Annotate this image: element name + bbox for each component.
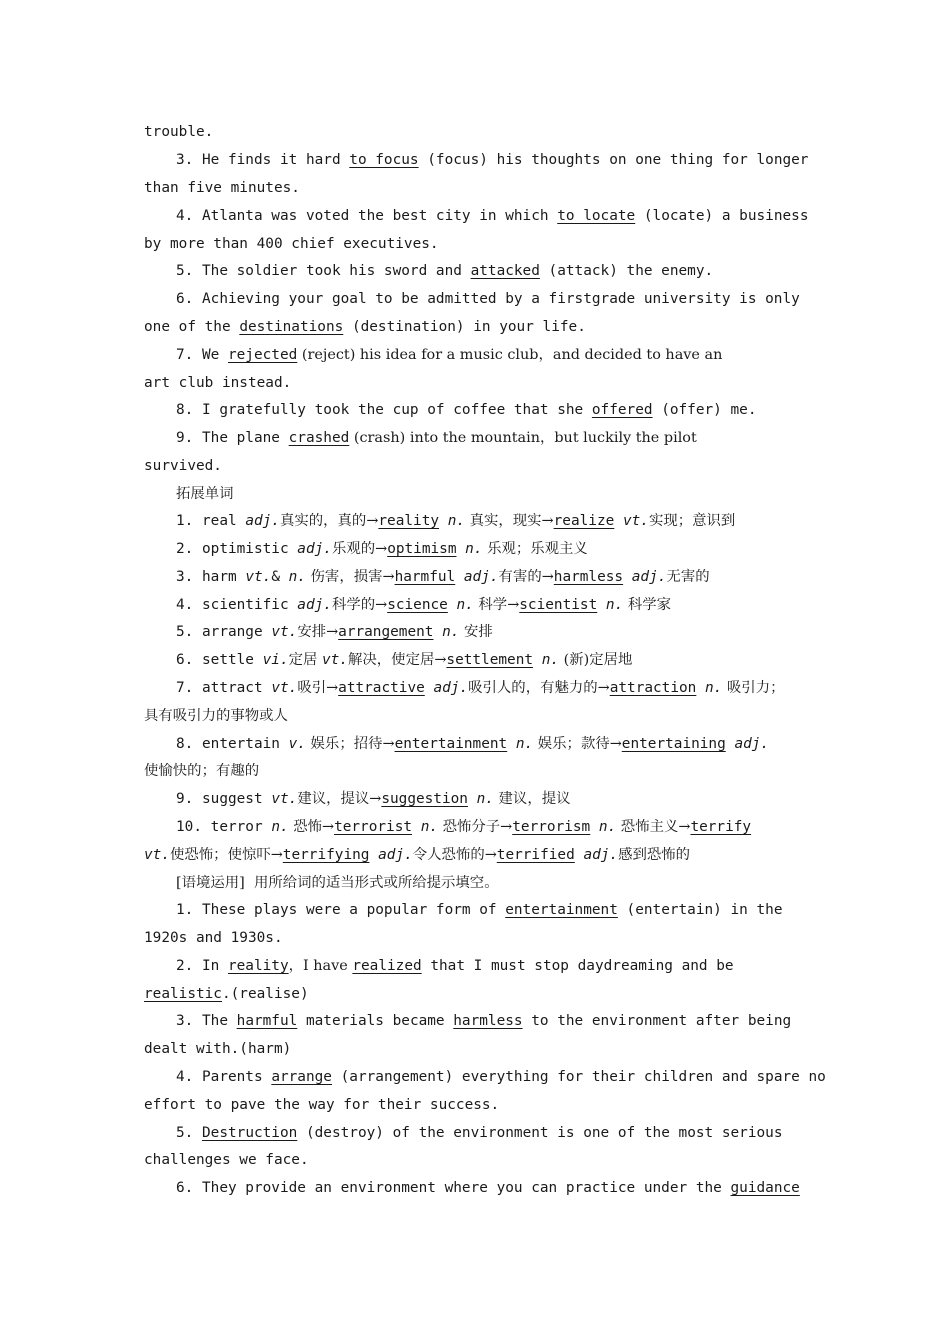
text-line <box>144 706 288 726</box>
text-segment: 吸引人的，有魅力的→ <box>468 680 610 696</box>
text-line <box>176 261 713 281</box>
text-line <box>144 761 259 781</box>
text-segment: (focus) his thoughts on one thing for longer <box>418 152 809 168</box>
text-segment: 真实，现实→ <box>465 513 554 529</box>
text-segment: [语境运用] 用所给词的适当形式或所给提示填空。 <box>176 875 499 891</box>
text-segment: 安排 <box>459 624 493 640</box>
text-segment: (arrangement) everything for their children and spare no <box>331 1069 826 1085</box>
text-line <box>176 956 734 976</box>
text-segment: 安排→ <box>297 624 339 640</box>
answer-blank: attacked <box>470 263 540 279</box>
text-line <box>176 873 499 893</box>
text-segment <box>597 597 606 613</box>
answer-blank: to focus <box>349 152 419 168</box>
text-segment: (destroy) of the environment is one of the most serious <box>297 1125 783 1141</box>
answer-blank: attraction <box>609 680 697 696</box>
text-segment: 娱乐；款待→ <box>533 736 622 752</box>
text-segment: 5. <box>176 1125 202 1141</box>
text-segment: 恐怖分子→ <box>438 819 513 835</box>
text-segment: 使恐怖；使惊吓→ <box>170 847 283 863</box>
answer-blank: entertainment <box>394 736 508 752</box>
text-segment: 使愉快的；有趣的 <box>144 763 260 779</box>
text-segment: 6. They provide an environment where you can practice under the <box>176 1180 731 1196</box>
part-of-speech: adj. <box>378 847 413 863</box>
text-line <box>176 289 800 309</box>
text-segment: 解决，使定居→ <box>348 652 447 668</box>
text-line <box>176 206 808 226</box>
part-of-speech: n. <box>605 597 624 613</box>
part-of-speech: adj. <box>297 597 332 613</box>
text-line <box>144 234 439 254</box>
text-segment <box>614 513 623 529</box>
answer-blank: reality <box>227 958 289 974</box>
text-segment: (entertain) in the <box>617 902 783 918</box>
text-line <box>176 650 632 670</box>
text-segment: 科学→ <box>473 597 520 613</box>
text-segment <box>439 513 448 529</box>
part-of-speech: n. <box>456 597 474 613</box>
text-segment: 1. real <box>176 513 246 529</box>
text-segment <box>457 541 466 557</box>
part-of-speech: n. <box>442 624 460 640</box>
answer-blank: attractive <box>338 680 425 696</box>
part-of-speech: adj. <box>297 541 332 557</box>
answer-blank: optimism <box>387 541 457 557</box>
part-of-speech: vt. <box>622 513 649 529</box>
text-segment <box>412 819 421 835</box>
text-segment <box>369 847 378 863</box>
text-line <box>176 511 735 531</box>
part-of-speech: vt. <box>245 569 272 585</box>
text-line <box>144 928 283 948</box>
answer-blank: reality <box>378 513 440 529</box>
answer-blank: arrangement <box>338 624 434 640</box>
text-segment: 1920s and 1930s. <box>144 930 283 946</box>
text-segment: (reject) his idea for a music club，and decided to have an <box>297 347 723 363</box>
text-segment: challenges we face. <box>144 1152 309 1168</box>
text-line <box>144 845 690 865</box>
answer-blank: terrorist <box>334 819 413 835</box>
text-segment: 吸引→ <box>297 680 339 696</box>
text-segment: 伤害，损害→ <box>305 569 395 585</box>
text-line <box>176 345 722 365</box>
part-of-speech: n. <box>465 541 483 557</box>
text-segment <box>433 624 442 640</box>
answer-blank: arrange <box>271 1069 332 1085</box>
text-segment: 建议，提议→ <box>297 791 382 807</box>
answer-blank: settlement <box>446 652 534 668</box>
text-segment: 5. arrange <box>176 624 272 640</box>
answer-blank: suggestion <box>381 791 468 807</box>
text-segment <box>455 569 464 585</box>
text-segment: art club instead. <box>144 375 292 391</box>
answer-blank: terrified <box>496 847 575 863</box>
part-of-speech: vt. <box>271 791 298 807</box>
text-segment: 娱乐；招待→ <box>305 736 395 752</box>
text-segment: 乐观；乐观主义 <box>482 541 588 557</box>
text-segment: 实现；意识到 <box>648 513 736 529</box>
text-segment: 10. terror <box>176 819 272 835</box>
text-segment: 恐怖主义→ <box>616 819 691 835</box>
text-segment <box>448 597 457 613</box>
text-segment: 7. attract <box>176 680 272 696</box>
text-segment: dealt with.(harm) <box>144 1041 292 1057</box>
part-of-speech: n. <box>598 819 617 835</box>
text-segment: 拓展单词 <box>176 486 234 502</box>
answer-blank: guidance <box>730 1180 800 1196</box>
part-of-speech: n. <box>705 680 723 696</box>
part-of-speech: vt. <box>144 847 170 863</box>
part-of-speech: adj. <box>245 513 280 529</box>
answer-blank: rejected <box>227 347 298 363</box>
text-line <box>144 1095 499 1115</box>
text-segment: 4. Atlanta was voted the best city in which <box>176 208 558 224</box>
text-segment: 9. suggest <box>176 791 272 807</box>
text-segment: 6. Achieving your goal to be admitted by a firstgrade university is only <box>176 291 800 307</box>
text-line <box>176 595 671 615</box>
text-line <box>176 1178 800 1198</box>
text-segment: 2. In <box>176 958 228 974</box>
text-segment <box>507 736 516 752</box>
text-segment: 乐观的→ <box>331 541 388 557</box>
text-segment: 真实的，真的→ <box>279 513 379 529</box>
answer-blank: crashed <box>288 430 350 446</box>
part-of-speech: adj. <box>463 569 499 585</box>
text-segment: that I must stop daydreaming and be <box>421 958 734 974</box>
part-of-speech: adj. <box>734 736 770 752</box>
text-line <box>176 1123 783 1143</box>
text-segment: (crash) into the mountain，but luckily the pilot <box>349 430 697 446</box>
text-line <box>144 984 309 1004</box>
text-segment: 定居 <box>288 652 322 668</box>
text-segment: (新)定居地 <box>559 652 633 668</box>
text-segment: 建议，提议 <box>493 791 571 807</box>
text-line <box>144 1039 291 1059</box>
text-line <box>144 178 300 198</box>
answer-blank: harmless <box>553 569 624 585</box>
text-segment: 7. We <box>176 347 228 363</box>
text-segment: 5. The soldier took his sword and <box>176 263 471 279</box>
answer-blank: to locate <box>557 208 636 224</box>
text-segment: 3. harm <box>176 569 246 585</box>
answer-blank: entertaining <box>621 736 726 752</box>
text-segment: one of the <box>144 319 240 335</box>
text-line <box>176 567 710 587</box>
text-segment <box>533 652 542 668</box>
text-line <box>144 317 586 337</box>
text-segment: 4. scientific <box>176 597 298 613</box>
text-line <box>176 400 757 420</box>
text-segment: 无害的 <box>666 569 710 585</box>
text-segment: (locate) a business <box>635 208 809 224</box>
answer-blank: realize <box>553 513 615 529</box>
text-segment: 1. These plays were a popular form of <box>176 902 506 918</box>
part-of-speech: vi. <box>262 652 289 668</box>
answer-blank: terrify <box>690 819 752 835</box>
text-segment: 令人恐怖的→ <box>412 847 497 863</box>
part-of-speech: n. <box>447 513 466 529</box>
text-line <box>176 678 784 698</box>
answer-blank: terrifying <box>282 847 370 863</box>
part-of-speech: vt. <box>271 624 298 640</box>
text-segment: 4. Parents <box>176 1069 272 1085</box>
part-of-speech: vt. <box>322 652 348 668</box>
answer-blank: terrorism <box>512 819 591 835</box>
text-segment: by more than 400 chief executives. <box>144 236 439 252</box>
text-line <box>144 1150 309 1170</box>
text-segment: .(realise) <box>221 986 309 1002</box>
answer-blank: harmful <box>394 569 456 585</box>
answer-blank: science <box>387 597 448 613</box>
text-segment: 感到恐怖的 <box>618 847 691 863</box>
text-segment: materials became <box>297 1013 454 1029</box>
text-line <box>176 622 493 642</box>
text-segment: (attack) the enemy. <box>539 263 714 279</box>
part-of-speech: adj. <box>631 569 667 585</box>
text-segment: 8. entertain <box>176 736 289 752</box>
text-line <box>144 456 222 476</box>
text-segment: 有害的→ <box>498 569 554 585</box>
text-segment: 恐怖→ <box>288 819 335 835</box>
text-segment <box>590 819 599 835</box>
text-segment: 2. optimistic <box>176 541 298 557</box>
text-line <box>176 428 697 448</box>
text-line <box>176 1067 826 1087</box>
text-segment: 8. I gratefully took the cup of coffee that she <box>176 402 592 418</box>
answer-blank: offered <box>591 402 653 418</box>
answer-blank: realistic <box>144 986 222 1002</box>
text-line <box>176 734 769 754</box>
text-segment: (offer) me. <box>652 402 757 418</box>
text-segment: ，I have <box>288 958 353 974</box>
text-line <box>176 817 751 837</box>
text-line <box>144 373 291 393</box>
text-segment: trouble. <box>144 124 214 140</box>
text-segment: 具有吸引力的事物或人 <box>144 708 288 724</box>
answer-blank: Destruction <box>202 1125 298 1141</box>
text-segment <box>468 791 477 807</box>
text-line <box>176 1011 791 1031</box>
text-segment <box>623 569 632 585</box>
text-segment: 吸引力； <box>722 680 785 696</box>
part-of-speech: n. <box>515 736 534 752</box>
text-segment: survived. <box>144 458 222 474</box>
part-of-speech: n. <box>288 569 306 585</box>
text-line <box>176 789 571 809</box>
text-line <box>176 484 234 504</box>
text-segment: to the environment after being <box>522 1013 792 1029</box>
text-segment: 9. The plane <box>176 430 289 446</box>
text-segment: 3. The <box>176 1013 237 1029</box>
text-segment: 科学的→ <box>331 597 388 613</box>
answer-blank: entertainment <box>505 902 618 918</box>
part-of-speech: v. <box>288 736 306 752</box>
part-of-speech: adj. <box>433 680 469 696</box>
text-segment: & <box>271 569 289 585</box>
answer-blank: harmless <box>453 1013 523 1029</box>
text-segment: than five minutes. <box>144 180 300 196</box>
text-segment: 6. settle <box>176 652 263 668</box>
text-line <box>176 900 783 920</box>
answer-blank: realized <box>352 958 422 974</box>
part-of-speech: n. <box>271 819 289 835</box>
part-of-speech: n. <box>541 652 560 668</box>
part-of-speech: adj. <box>583 847 619 863</box>
text-line <box>176 150 808 170</box>
text-segment <box>696 680 705 696</box>
answer-blank: scientist <box>519 597 598 613</box>
answer-blank: harmful <box>236 1013 298 1029</box>
text-segment: 3. He finds it hard <box>176 152 350 168</box>
text-segment: (destination) in your life. <box>343 319 586 335</box>
text-line <box>176 539 588 559</box>
text-line <box>144 122 213 142</box>
text-segment: 科学家 <box>623 597 671 613</box>
part-of-speech: n. <box>476 791 494 807</box>
answer-blank: destinations <box>239 319 344 335</box>
part-of-speech: vt. <box>271 680 298 696</box>
part-of-speech: n. <box>420 819 439 835</box>
text-segment: effort to pave the way for their success. <box>144 1097 500 1113</box>
